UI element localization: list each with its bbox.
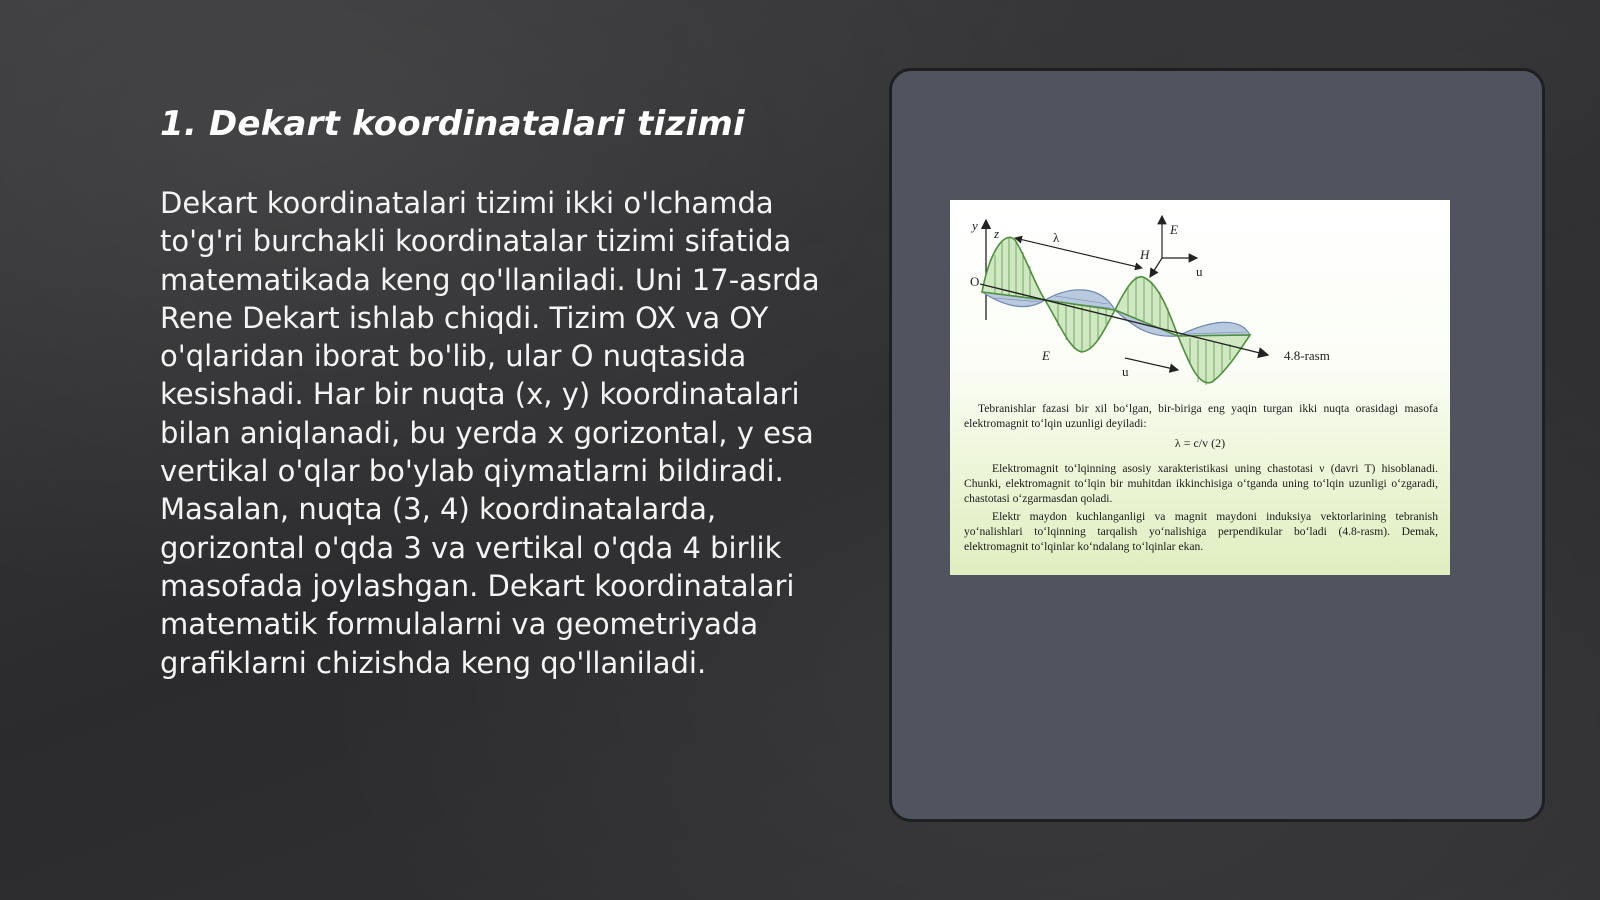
textbook-figure-image [950, 200, 1450, 575]
u-bottom-label: u [1122, 364, 1129, 379]
electric-wave [982, 237, 1250, 385]
em-wave-diagram [950, 200, 1450, 400]
h-label: H [1140, 247, 1150, 262]
e-top-label: E [1170, 222, 1178, 237]
z-label: z [994, 226, 1000, 241]
e-bottom-label: E [1042, 348, 1050, 363]
lambda-label: λ [1053, 230, 1060, 245]
slide-title: 1. Dekart koordinatalari tizimi [160, 104, 745, 144]
slide-body-text: Dekart koordinatalari tizimi ikki o'lchamda to'g'ri burchakli koordinatalar tizimi sifatida matematikada keng qo'llaniladi. Uni 17-asrda Rene Dekart ishlab chiqdi. Tizim OX va OY o'qlaridan iborat bo'lib, ular O nuqtasida kesishadi. Har bir nuqta (x, y) koordinatalari bilan aniqlanadi, bu yerda x gorizontal, y esa vertikal o'qlar bo'ylab qiymatlarni bildiradi. Masalan, nuqta (3, 4) koordinatalarda, gorizontal o'qda 3 va vertikal o'qda 4 birlik masofada joylashgan. Dekart koordinatalari matematik formulalarni va geometriyada grafiklarni chizishda keng qo'llaniladi. [160, 186, 820, 680]
u-top-label: u [1196, 264, 1203, 279]
y-label: y [972, 218, 978, 233]
figure-paragraph-3: Elektr maydon kuchlanganligi va magnit maydoni induksiya vektorlarining tebranish yo‘nalishlari to‘lqinning tarqalish yo‘nalishiga perpendikular bo‘ladi (4.8-rasm). Demak, elektromagnit to‘lqinlar ko‘ndalang to‘lqinlar ekan. [964, 510, 1438, 553]
figure-paragraph-1: Tebranishlar fazasi bir xil bo‘lgan, bir-biriga eng yaqin turgan ikki nuqta orasidagi masofa elektromagnit to‘lqin uzunligi deyiladi: [964, 402, 1438, 430]
figure-paragraph-2: Elektromagnit to‘lqinning asosiy xarakteristikasi uning chastotasi ν (davri T) hisoblanadi. Chunki, elektromagnit to‘lqin bir muhitdan ikkinchisiga o‘tganda uning to‘lqin uzunligi o‘zgaradi, chastotasi o‘zgarmasdan qoladi. [964, 462, 1438, 505]
origin-label: O [970, 274, 980, 289]
wavelength-formula: λ = c/v (2) [1174, 436, 1226, 450]
figure-caption: 4.8-rasm [1284, 348, 1330, 363]
